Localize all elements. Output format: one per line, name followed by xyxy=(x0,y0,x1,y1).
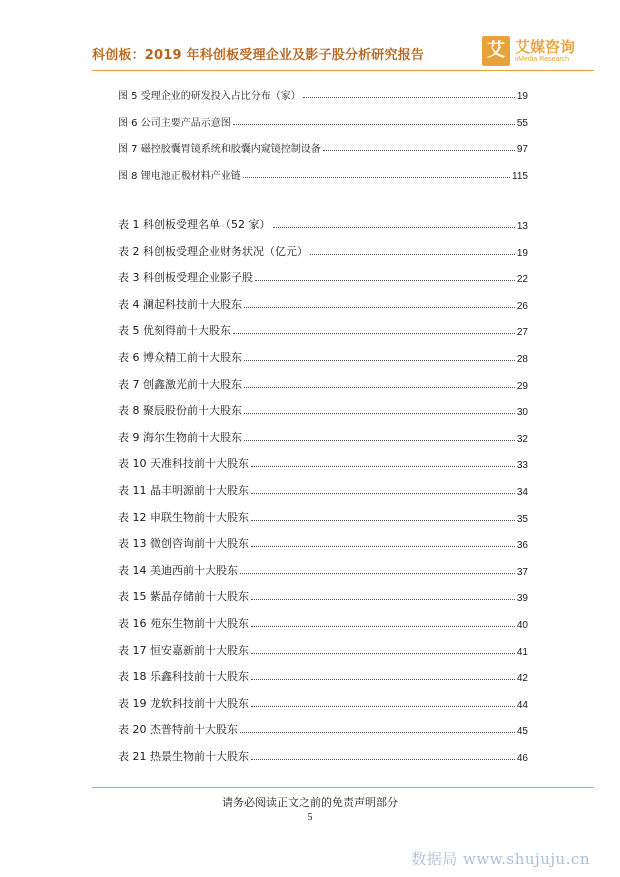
dot-leader xyxy=(323,150,515,151)
entry-page: 115 xyxy=(512,170,528,182)
entry-label: 表 14 美迪西前十大股东 xyxy=(118,563,238,577)
entry-label: 表 19 龙软科技前十大股东 xyxy=(118,696,249,710)
table-entry[interactable] xyxy=(118,320,528,338)
entry-label: 表 10 天准科技前十大股东 xyxy=(118,457,249,471)
entry-label: 表 5 优刻得前十大股东 xyxy=(118,324,231,338)
entry-page: 22 xyxy=(516,274,528,286)
entry-page: 29 xyxy=(516,380,528,392)
dot-leader xyxy=(255,280,515,281)
logo-mark-icon: 艾 xyxy=(482,36,510,66)
entry-label: 图 8 锂电池正极材料产业链 xyxy=(118,170,241,182)
entry-label: 表 6 博众精工前十大股东 xyxy=(118,351,242,364)
entry-page: 55 xyxy=(516,117,528,129)
table-entry[interactable] xyxy=(118,400,528,418)
entry-page: 13 xyxy=(516,221,528,232)
dot-leader xyxy=(240,573,515,574)
dot-leader xyxy=(310,254,515,255)
logo-en-text: iiMedia Research xyxy=(515,56,570,63)
table-entry[interactable] xyxy=(118,693,528,711)
dot-leader xyxy=(233,124,515,125)
entry-page: 34 xyxy=(516,487,528,498)
entry-page: 46 xyxy=(516,753,528,764)
dot-leader xyxy=(251,466,515,467)
figure-entry[interactable] xyxy=(118,111,528,129)
table-entry[interactable] xyxy=(118,560,528,578)
table-entry[interactable] xyxy=(118,586,528,604)
dot-leader xyxy=(303,97,515,98)
entry-page: 32 xyxy=(516,433,528,445)
table-entry[interactable] xyxy=(118,640,528,658)
entry-label: 图 7 磁控胶囊胃镜系统和胶囊内窥镜控制设备 xyxy=(118,144,321,156)
dot-leader xyxy=(251,546,515,547)
table-entry[interactable] xyxy=(118,453,528,471)
dot-leader xyxy=(251,520,515,521)
entry-label: 图 5 受理企业的研发投入占比分布（家） xyxy=(118,91,301,102)
entry-page: 44 xyxy=(516,699,528,711)
entry-label: 表 4 澜起科技前十大股东 xyxy=(118,297,242,311)
table-entry[interactable] xyxy=(118,294,528,312)
entry-page: 19 xyxy=(516,91,528,102)
page-number: 5 xyxy=(307,812,313,823)
entry-label: 表 17 恒安嘉新前十大股东 xyxy=(118,643,249,657)
entry-label: 表 20 杰普特前十大股东 xyxy=(118,723,238,737)
table-entry[interactable] xyxy=(118,613,528,631)
entry-label: 表 2 科创板受理企业财务状况（亿元） xyxy=(118,244,308,258)
entry-page: 33 xyxy=(516,460,528,472)
dot-leader xyxy=(244,387,515,388)
dot-leader xyxy=(243,177,510,178)
dot-leader xyxy=(244,307,515,308)
entry-page: 39 xyxy=(516,593,528,605)
figure-entry[interactable] xyxy=(118,137,528,155)
dot-leader xyxy=(251,653,515,654)
entry-label: 表 13 微创咨询前十大股东 xyxy=(118,537,249,551)
entry-label: 表 9 海尔生物前十大股东 xyxy=(118,430,242,444)
table-entry[interactable] xyxy=(118,507,528,525)
figure-entry[interactable] xyxy=(118,84,528,102)
entry-page: 28 xyxy=(516,354,528,365)
dot-leader xyxy=(244,413,515,414)
entry-page: 45 xyxy=(516,726,528,738)
entry-page: 41 xyxy=(516,646,528,658)
dot-leader xyxy=(273,227,515,228)
entry-page: 30 xyxy=(516,407,528,419)
dot-leader xyxy=(251,493,515,494)
entry-page: 97 xyxy=(516,144,528,156)
logo-cn-text: 艾媒咨询 xyxy=(515,38,576,56)
footer-divider xyxy=(92,787,594,788)
entry-label: 表 15 紫晶存储前十大股东 xyxy=(118,590,249,604)
site-watermark: 数据局 www.shujuju.cn xyxy=(411,850,590,868)
entry-label: 图 6 公司主要产品示意图 xyxy=(118,117,231,129)
disclaimer-note: 请务必阅读正文之前的免责声明部分 xyxy=(222,796,398,809)
dot-leader xyxy=(244,440,515,441)
dot-leader xyxy=(244,360,515,361)
table-entry[interactable] xyxy=(118,480,528,498)
entry-page: 27 xyxy=(516,327,528,339)
dot-leader xyxy=(251,599,515,600)
dot-leader xyxy=(251,679,515,680)
entry-label: 表 11 晶丰明源前十大股东 xyxy=(118,484,249,497)
entry-label: 表 3 科创板受理企业影子股 xyxy=(118,271,253,285)
report-title: 科创板：2019 年科创板受理企业及影子股分析研究报告 xyxy=(92,48,425,63)
entry-label: 表 1 科创板受理名单（52 家） xyxy=(118,218,271,231)
dot-leader xyxy=(251,626,515,627)
dot-leader xyxy=(251,706,515,707)
entry-label: 表 16 苑东生物前十大股东 xyxy=(118,617,249,630)
entry-page: 19 xyxy=(516,247,528,259)
table-entry[interactable] xyxy=(118,666,528,684)
dot-leader xyxy=(240,732,515,733)
figure-entry[interactable] xyxy=(118,164,528,182)
entry-page: 35 xyxy=(516,513,528,525)
iimedia-logo xyxy=(482,36,592,70)
entry-label: 表 12 申联生物前十大股东 xyxy=(118,510,249,524)
table-entry[interactable] xyxy=(118,241,528,259)
table-entry[interactable] xyxy=(118,719,528,737)
entry-label: 表 18 乐鑫科技前十大股东 xyxy=(118,670,249,684)
entry-page: 37 xyxy=(516,566,528,578)
entry-label: 表 7 创鑫激光前十大股东 xyxy=(118,377,242,391)
entry-label: 表 8 聚辰股份前十大股东 xyxy=(118,404,242,418)
entry-page: 36 xyxy=(516,540,528,552)
entry-page: 42 xyxy=(516,673,528,685)
table-entry[interactable] xyxy=(118,347,528,365)
table-entry[interactable] xyxy=(118,746,528,764)
table-entry[interactable] xyxy=(118,267,528,285)
dot-leader xyxy=(251,759,515,760)
table-entry[interactable] xyxy=(118,427,528,445)
table-entry[interactable] xyxy=(118,533,528,551)
table-entry[interactable] xyxy=(118,374,528,392)
dot-leader xyxy=(233,333,515,334)
entry-page: 26 xyxy=(516,300,528,312)
table-entry[interactable] xyxy=(118,214,528,232)
entry-label: 表 21 热景生物前十大股东 xyxy=(118,750,249,763)
header-divider xyxy=(92,70,594,71)
entry-page: 40 xyxy=(516,620,528,631)
